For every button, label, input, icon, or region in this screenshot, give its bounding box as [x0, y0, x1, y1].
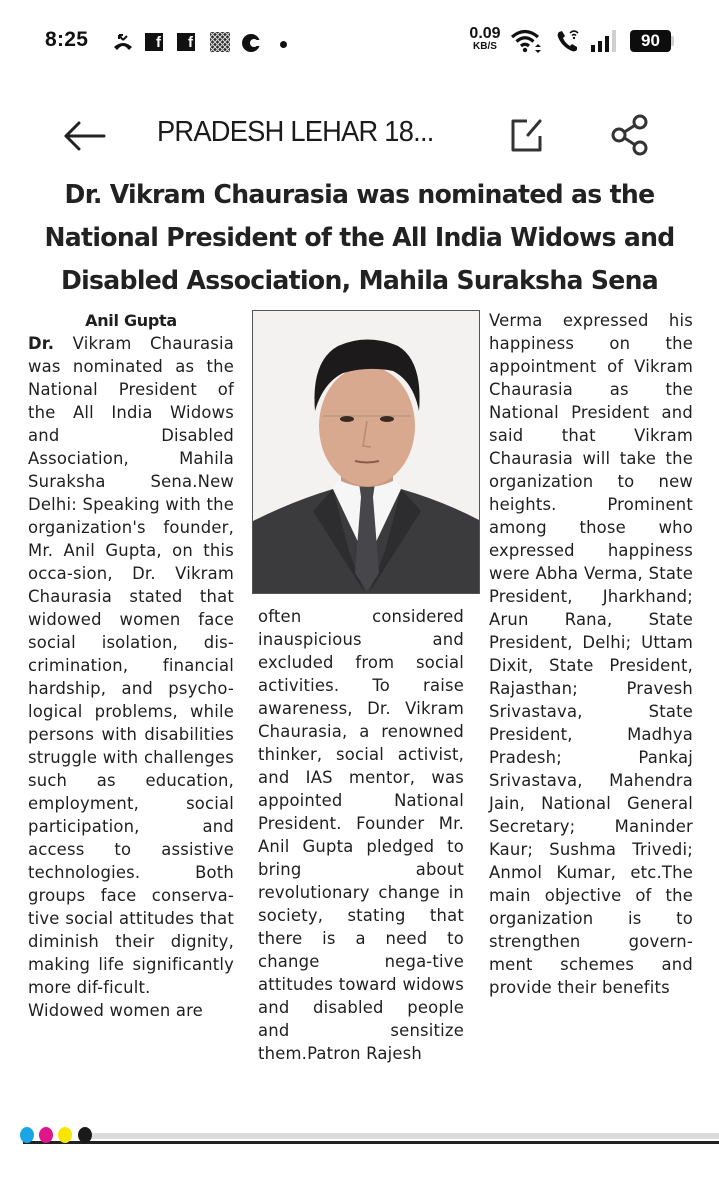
app-bar: [0, 110, 719, 160]
notification-dot-icon: [280, 41, 287, 48]
article-paragraph: often considered inauspicious and excluded from social activities. To raise awareness, Dr. Vikram Chaurasia, a renowned thinker, social activist, and IAS mentor, was appointed National President. Founder Mr. Anil Gupta pledged to bring about revolutionary change in society, stating that there is a need to change nega-tive attitudes toward widows and disabled people and sensitize them.Patron Rajesh: [258, 607, 464, 1063]
article-column-2: [258, 605, 464, 1065]
yellow-dot-icon: [58, 1127, 72, 1143]
facebook-icon: f: [177, 33, 195, 51]
portrait-photo: [252, 310, 480, 594]
share-icon: [613, 116, 646, 154]
status-time: 8:25: [45, 28, 89, 51]
c-app-icon: [241, 33, 261, 53]
signal-icon: [590, 29, 620, 53]
facebook-icon: f: [145, 33, 163, 51]
magenta-dot-icon: [39, 1127, 53, 1143]
article-headline: Dr. Vikram Chaurasia was nominated as the National President of the All India Widows and Disabled Association, Mahila Suraksha Sena: [44, 180, 675, 296]
battery-icon: [630, 30, 674, 52]
article-column-1: [28, 309, 234, 1022]
battery-level: 90: [630, 30, 671, 52]
gray-band: [90, 1133, 719, 1139]
network-speed: 0.09 KB/S: [469, 25, 501, 52]
article-paragraph: Dr. Vikram Chaurasia was nominated as the National President of the All India Widows and Disabled Association, Mahila Suraksha Sena.New Delhi: Speaking with the organization's founder, Mr. Anil Gupta, on this occa-sion, Dr. Vikram Chaurasia stated that widowed women face social isolation, dis-crimination, financial hardship, and psycho-logical problems, while persons with disabilities struggle with challenges such as education, employment, social participation, and access to assistive technologies. Both groups face conserva-tive social attitudes that diminish their dignity, making life significantly more dif-ficult.: [28, 334, 234, 997]
article-column-3: [489, 309, 693, 999]
wifi-icon: [510, 28, 544, 54]
bottom-rule: [23, 1141, 719, 1144]
portrait-image: [253, 311, 480, 594]
share-button[interactable]: [608, 112, 654, 158]
edit-button[interactable]: [505, 114, 547, 156]
black-dot-icon: [78, 1127, 92, 1143]
pattern-app-icon: [210, 32, 230, 52]
edit-icon: [513, 121, 540, 150]
wifi-calling-icon: [555, 28, 583, 54]
app-title: PRADESH LEHAR 18...: [157, 116, 434, 148]
lead-bold: Dr.: [28, 334, 55, 353]
article-paragraph: Widowed women are: [28, 1001, 203, 1020]
missed-call-icon: [112, 32, 134, 52]
status-bar: [0, 24, 719, 60]
arrow-left-icon: [66, 123, 104, 149]
article-paragraph: Verma expressed his happiness on the appointment of Vikram Chaurasia as the National President and said that Vikram Chaurasia will take the organization to new heights. Prominent among those who expressed happiness were Abha Verma, State President, Jharkhand; Arun Rana, State President, Delhi; Uttam Dixit, State President, Rajasthan; Pravesh Srivastava, State President, Madhya Pradesh; Pankaj Srivastava, Mahendra Jain, National General Secretary; Maninder Kaur; Sushma Trivedi; Anmol Kumar, etc.The main objective of the organization is to strengthen govern-ment schemes and provide their benefits: [489, 311, 693, 997]
back-button[interactable]: [60, 116, 108, 156]
byline: Anil Gupta: [85, 311, 177, 330]
cyan-dot-icon: [20, 1127, 34, 1143]
print-registration-strip: [0, 1120, 719, 1150]
